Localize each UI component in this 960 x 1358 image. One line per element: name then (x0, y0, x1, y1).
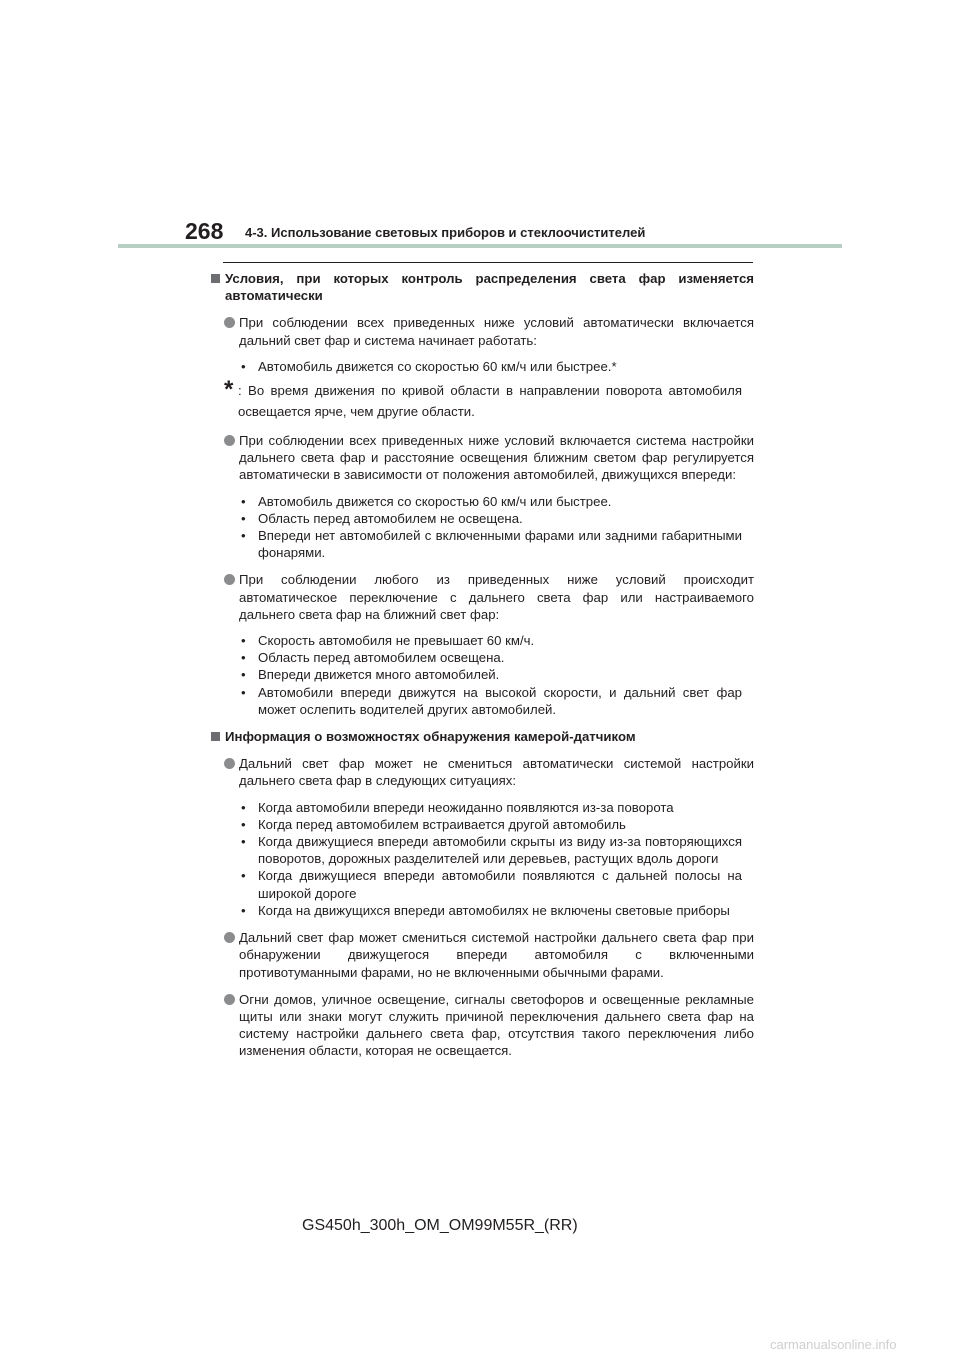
section-heading-camera (210, 728, 754, 745)
page-number: 268 (185, 218, 224, 244)
footnote-text: : Во время движения по кривой области в направлении поворота автомобиля освещается ярче, чем другие области. (238, 383, 742, 420)
section-title: 4-3. Использование световых приборов и стеклоочистителей (245, 225, 646, 240)
header-rule (118, 244, 842, 248)
paragraph-text: При соблюдении всех приведенных ниже условий включается система настройки дальнего света фар и расстояние освещения ближним светом фар регулируется автоматически в зависимости от положения автомобилей, движущихся впереди: (239, 433, 754, 483)
bullet-paragraph (210, 929, 754, 981)
paragraph-text: Дальний свет фар может не смениться автоматически системой настройки дальнего света фар в следующих ситуациях: (239, 756, 754, 789)
bullet-paragraph (210, 991, 754, 1060)
dot-bullet-icon: • (241, 493, 246, 509)
bullet-paragraph (210, 432, 754, 484)
list-item: • Автомобиль движется со скоростью 60 км/ч или быстрее.* (241, 358, 617, 374)
dot-bullet-icon: • (241, 816, 246, 832)
dot-bullet-icon: • (241, 510, 246, 526)
circle-bullet-icon (224, 317, 235, 328)
sub-list (239, 358, 754, 375)
footnote-asterisk: * (224, 376, 234, 404)
dot-bullet-icon: • (241, 684, 246, 700)
paragraph-text: Дальний свет фар может смениться системой настройки дальнего света фар при обнаружении движущегося впереди автомобиля с включенными противотуманными фарами, но не включенными обычными фарами. (239, 930, 754, 980)
list-item: • Впереди движется много автомобилей. (241, 667, 500, 683)
paragraph-text: Огни домов, уличное освещение, сигналы светофоров и освещенные рекламные щиты или знаки могут служить причиной переключения дальнего света фар на систему настройки дальнего света фар, отсутствия такого переключения либо изменения области, которая не освещается. (239, 991, 754, 1059)
dot-bullet-icon: • (241, 667, 246, 683)
dot-bullet-icon: • (241, 868, 246, 884)
paragraph-text: При соблюдении любого из приведенных ниже условий происходит автоматическое переключение с дальнего света фар или настраиваемого дальнего света фар на ближний свет фар: (239, 572, 754, 622)
top-rule (223, 262, 753, 263)
page-content (210, 268, 754, 1060)
circle-bullet-icon (224, 435, 235, 446)
square-bullet-icon (211, 732, 220, 741)
bullet-paragraph (210, 314, 754, 348)
watermark: carmanualsonline.info (770, 1337, 897, 1352)
dot-bullet-icon: • (241, 902, 246, 918)
paragraph-text: При соблюдении всех приведенных ниже условий автоматически включается дальний свет фар и система начинает работать: (239, 315, 754, 348)
heading-text: Условия, при которых контроль распределения света фар изменяется автоматически (225, 271, 754, 304)
list-item: • Скорость автомобиля не превышает 60 км/ч. (241, 633, 535, 649)
sub-list (239, 632, 754, 718)
list-item: • Когда движущиеся впереди автомобили скрыты из виду из-за повторяющихся поворотов, дорожных разделителей или деревьев, растущих вдоль дороги (241, 834, 742, 867)
dot-bullet-icon: • (241, 650, 246, 666)
sub-list (239, 799, 754, 919)
bullet-paragraph (210, 755, 754, 789)
circle-bullet-icon (224, 932, 235, 943)
dot-bullet-icon: • (241, 528, 246, 544)
list-item: • Область перед автомобилем не освещена. (241, 510, 523, 526)
sub-list (239, 493, 754, 562)
dot-bullet-icon: • (241, 358, 246, 374)
square-bullet-icon (211, 274, 220, 283)
document-code: GS450h_300h_OM_OM99M55R_(RR) (302, 1217, 578, 1234)
circle-bullet-icon (224, 994, 235, 1005)
heading-text: Информация о возможностях обнаружения камерой-датчиком (225, 729, 636, 745)
bullet-paragraph (210, 571, 754, 623)
list-item: • Когда на движущихся впереди автомобилях не включены световые приборы (241, 902, 730, 918)
section-heading-conditions (210, 270, 754, 304)
dot-bullet-icon: • (241, 799, 246, 815)
circle-bullet-icon (224, 758, 235, 769)
circle-bullet-icon (224, 574, 235, 585)
list-item: • Автомобили впереди движутся на высокой скорости, и дальний свет фар может ослепить водителей других автомобилей. (241, 684, 742, 717)
dot-bullet-icon: • (241, 834, 246, 850)
list-item: • Впереди нет автомобилей с включенными фарами или задними габаритными фонарями. (241, 528, 742, 561)
list-item: • Когда перед автомобилем встраивается другой автомобиль (241, 816, 626, 832)
footnote (224, 376, 754, 422)
dot-bullet-icon: • (241, 633, 246, 649)
list-item: • Автомобиль движется со скоростью 60 км/ч или быстрее. (241, 493, 612, 509)
list-item: • Область перед автомобилем освещена. (241, 650, 505, 666)
list-item: • Когда движущиеся впереди автомобили появляются с дальней полосы на широкой дороге (241, 868, 742, 901)
list-item: • Когда автомобили впереди неожиданно появляются из-за поворота (241, 799, 674, 815)
